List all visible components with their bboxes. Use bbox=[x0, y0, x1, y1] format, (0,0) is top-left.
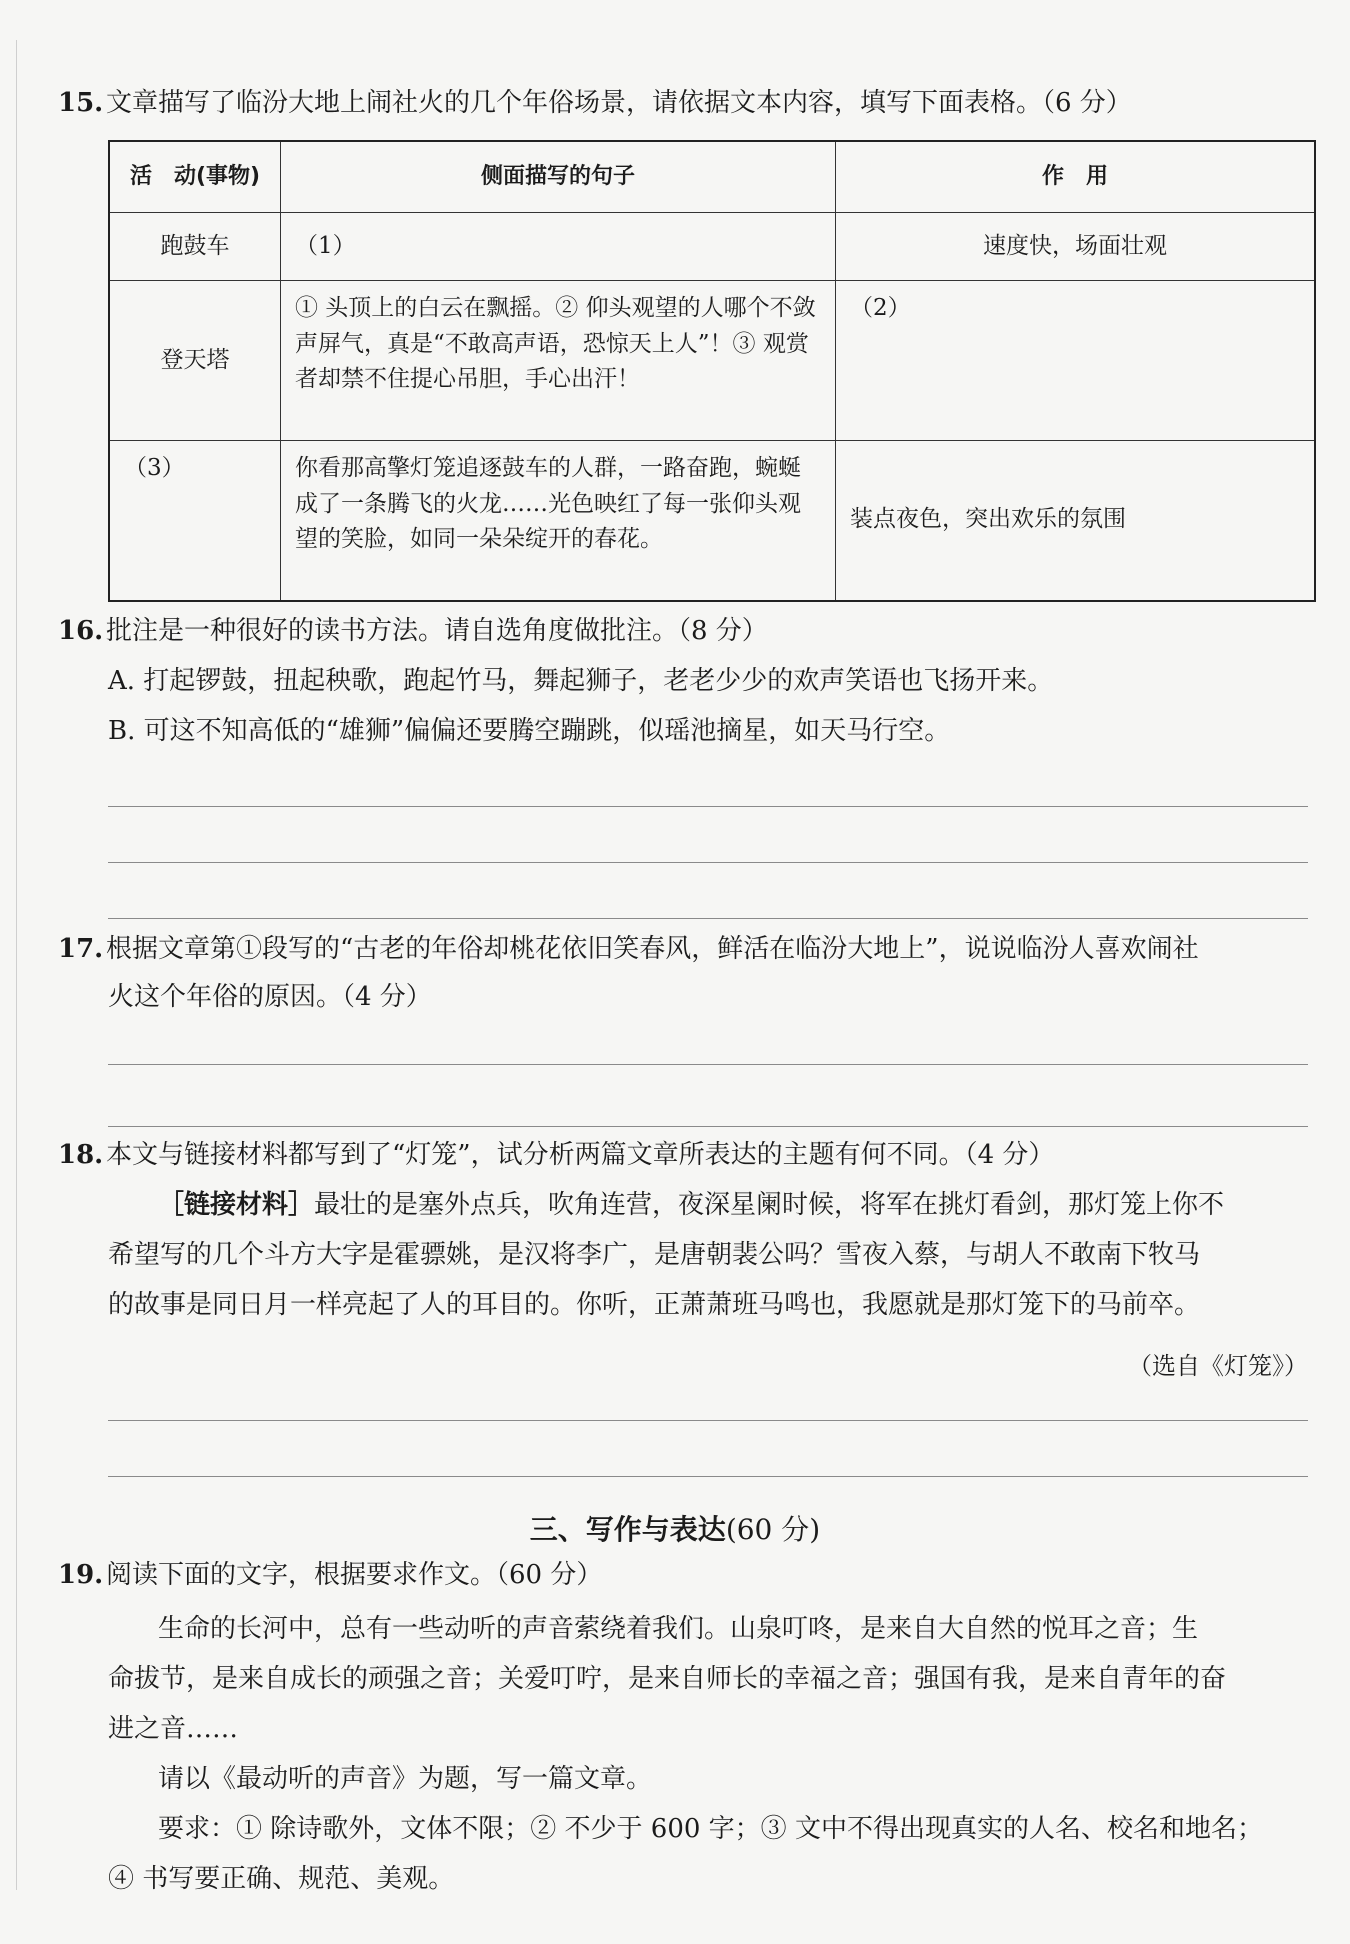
table-cell: （1） bbox=[281, 213, 836, 281]
answer-line[interactable] bbox=[108, 1420, 1308, 1421]
question-15 bbox=[58, 84, 1310, 123]
table-cell: 装点夜色，突出欢乐的氛围 bbox=[836, 441, 1316, 601]
question-text-cont: 火这个年俗的原因。（4 分） bbox=[108, 982, 432, 1012]
question-text: 文章描写了临汾大地上闹社火的几个年俗场景，请依据文本内容，填写下面表格。（6 分） bbox=[106, 88, 1132, 118]
table-cell: 速度快，场面壮观 bbox=[836, 213, 1316, 281]
question-number: 19. bbox=[58, 1560, 104, 1590]
link-material-line bbox=[158, 1186, 1224, 1225]
answer-line[interactable] bbox=[108, 1064, 1308, 1065]
source-citation: （选自《灯笼》） bbox=[1128, 1352, 1308, 1380]
question-text: 根据文章第①段写的“古老的年俗却桃花依旧笑春风，鲜活在临汾大地上”，说说临汾人喜欢闹社 bbox=[106, 934, 1199, 964]
question-15-table bbox=[108, 140, 1316, 602]
table-header: 作 用 bbox=[836, 141, 1316, 213]
requirements: 要求：① 除诗歌外，文体不限；② 不少于 600 字；③ 文中不得出现真实的人名、校名和地名； bbox=[158, 1814, 1263, 1844]
table-row bbox=[109, 441, 1315, 601]
table-header: 活 动(事物) bbox=[109, 141, 281, 213]
link-material-text: 希望写的几个斗方大字是霍骠姚，是汉将李广，是唐朝裴公吗？雪夜入蔡，与胡人不敢南下牧马 bbox=[108, 1240, 1201, 1270]
link-material-tag: ［链接材料］ bbox=[158, 1190, 315, 1220]
link-material-text: 的故事是同日月一样亮起了人的耳目的。你听，正萧萧班马鸣也，我愿就是那灯笼下的马前卒。 bbox=[108, 1290, 1201, 1320]
question-16 bbox=[58, 612, 1310, 651]
question-text: 批注是一种很好的读书方法。请自选角度做批注。（8 分） bbox=[106, 616, 768, 646]
answer-line[interactable] bbox=[108, 1126, 1308, 1127]
option-b: B. 可这不知高低的“雄狮”偏偏还要腾空蹦跳，似瑶池摘星，如天马行空。 bbox=[108, 716, 951, 746]
answer-line[interactable] bbox=[108, 1476, 1308, 1477]
link-material-text: 最壮的是塞外点兵，吹角连营，夜深星阑时候，将军在挑灯看剑，那灯笼上你不 bbox=[314, 1190, 1225, 1220]
section-title bbox=[0, 1508, 1350, 1548]
page-edge bbox=[16, 40, 17, 1890]
answer-line[interactable] bbox=[108, 862, 1308, 863]
question-number: 18. bbox=[58, 1140, 104, 1170]
answer-line[interactable] bbox=[108, 918, 1308, 919]
prompt-instruction: 请以《最动听的声音》为题，写一篇文章。 bbox=[158, 1764, 653, 1794]
section-title-text: 三、写作与表达 bbox=[529, 1513, 726, 1546]
table-cell: 跑鼓车 bbox=[109, 213, 281, 281]
table-header: 侧面描写的句子 bbox=[281, 141, 836, 213]
table-row bbox=[109, 281, 1315, 441]
question-number: 15. bbox=[58, 88, 104, 118]
question-18 bbox=[58, 1136, 1310, 1175]
question-number: 17. bbox=[58, 934, 104, 964]
prompt-text: 命拔节，是来自成长的顽强之音；关爱叮咛，是来自师长的幸福之音；强国有我，是来自青年的奋 bbox=[108, 1664, 1227, 1694]
table-header-row bbox=[109, 141, 1315, 213]
question-17 bbox=[58, 930, 1310, 969]
table-cell: （3） bbox=[109, 441, 281, 601]
answer-line[interactable] bbox=[108, 806, 1308, 807]
table-row bbox=[109, 213, 1315, 281]
question-19 bbox=[58, 1556, 1310, 1595]
question-text: 本文与链接材料都写到了“灯笼”，试分析两篇文章所表达的主题有何不同。（4 分） bbox=[106, 1140, 1055, 1170]
table-cell: （2） bbox=[836, 281, 1316, 441]
table-cell: ① 头顶上的白云在飘摇。② 仰头观望的人哪个不敛声屏气，真是“不敢高声语，恐惊天上人”！③ 观赏者却禁不住提心吊胆，手心出汗！ bbox=[281, 281, 836, 441]
requirements: ④ 书写要正确、规范、美观。 bbox=[108, 1864, 455, 1894]
prompt-text: 进之音…… bbox=[108, 1714, 239, 1744]
question-number: 16. bbox=[58, 616, 104, 646]
option-a: A. 打起锣鼓，扭起秧歌，跑起竹马，舞起狮子，老老少少的欢声笑语也飞扬开来。 bbox=[108, 666, 1054, 696]
section-score: (60 分) bbox=[725, 1513, 821, 1546]
question-text: 阅读下面的文字，根据要求作文。（60 分） bbox=[106, 1560, 603, 1590]
table-cell: 你看那高擎灯笼追逐鼓车的人群，一路奋跑，蜿蜒成了一条腾飞的火龙……光色映红了每一张仰头观望的笑脸，如同一朵朵绽开的春花。 bbox=[281, 441, 836, 601]
prompt-text: 生命的长河中，总有一些动听的声音萦绕着我们。山泉叮咚，是来自大自然的悦耳之音；生 bbox=[158, 1614, 1199, 1644]
table-cell: 登天塔 bbox=[109, 281, 281, 441]
